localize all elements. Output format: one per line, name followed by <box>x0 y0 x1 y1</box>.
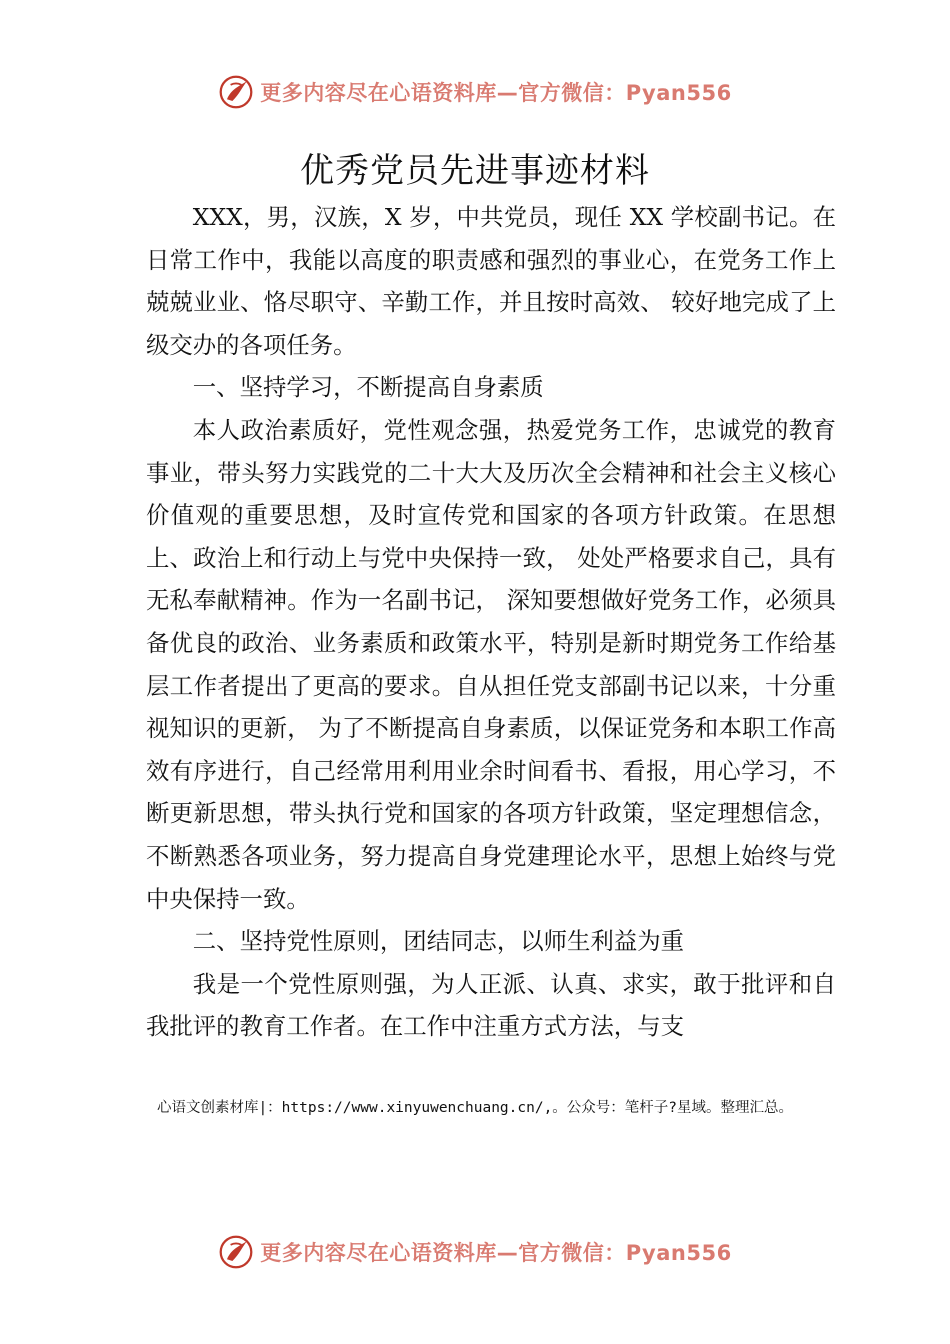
watermark-text: 更多内容尽在心语资料库—官方微信：Pyan556 <box>260 1241 732 1265</box>
section-heading-1: 一、坚持学习，不断提高自身素质 <box>192 373 544 402</box>
watermark-footer <box>0 1232 950 1272</box>
paragraph-intro: XXX，男，汉族，X 岁，中共党员，现任 XX 学校副书记。在日常工作中，我能以高度的职责感和强烈的事业心，在党务工作上兢兢业业、恪尽职守、辛勤工作，并且按时高效、 较好地完成了上级交办的各项任务。 <box>146 203 836 359</box>
watermark-text: 更多内容尽在心语资料库—官方微信：Pyan556 <box>260 81 732 105</box>
document-title: 优秀党员先进事迹材料 <box>300 151 650 191</box>
paragraph-section-2: 我是一个党性原则强，为人正派、认真、求实，敢于批评和自我批评的教育工作者。在工作中注重方式方法，与支 <box>146 969 836 1041</box>
document-body <box>146 196 836 1048</box>
flame-circle-icon <box>218 74 254 110</box>
flame-circle-icon <box>218 1234 254 1270</box>
footer-source-note: 心语文创素材库|：https://www.xinyuwenchuang.cn/,。公众号：笔杆子?星域。整理汇总。 <box>156 1100 794 1116</box>
paragraph-section-1: 本人政治素质好，党性观念强，热爱党务工作，忠诚党的教育事业，带头努力实践党的二十大大及历次全会精神和社会主义核心价值观的重要思想，及时宣传党和国家的各项方针政策。在思想上、政治上和行动上与党中央保持一致， 处处严格要求自己，具有无私奉献精神。作为一名副书记， 深知要想做好党务工作，必须具备优良的政治、业务素质和政策水平，特别是新时期党务工作给基层工作者提出了更高的要求。自从担任党支部副书记以来，十分重视知识的更新， 为了不断提高自身素质，以保证党务和本职工作高效有序进行，自己经常用利用业余时间看书、看报，用心学习，不断更新思想，带头执行党和国家的各项方针政策，坚定理想信念，不断熟悉各项业务，努力提高自身党建理论水平，思想上始终与党中央保持一致。 <box>146 415 836 913</box>
section-heading-2: 二、坚持党性原则，团结同志，以师生利益为重 <box>192 927 684 956</box>
watermark-header <box>0 72 950 112</box>
